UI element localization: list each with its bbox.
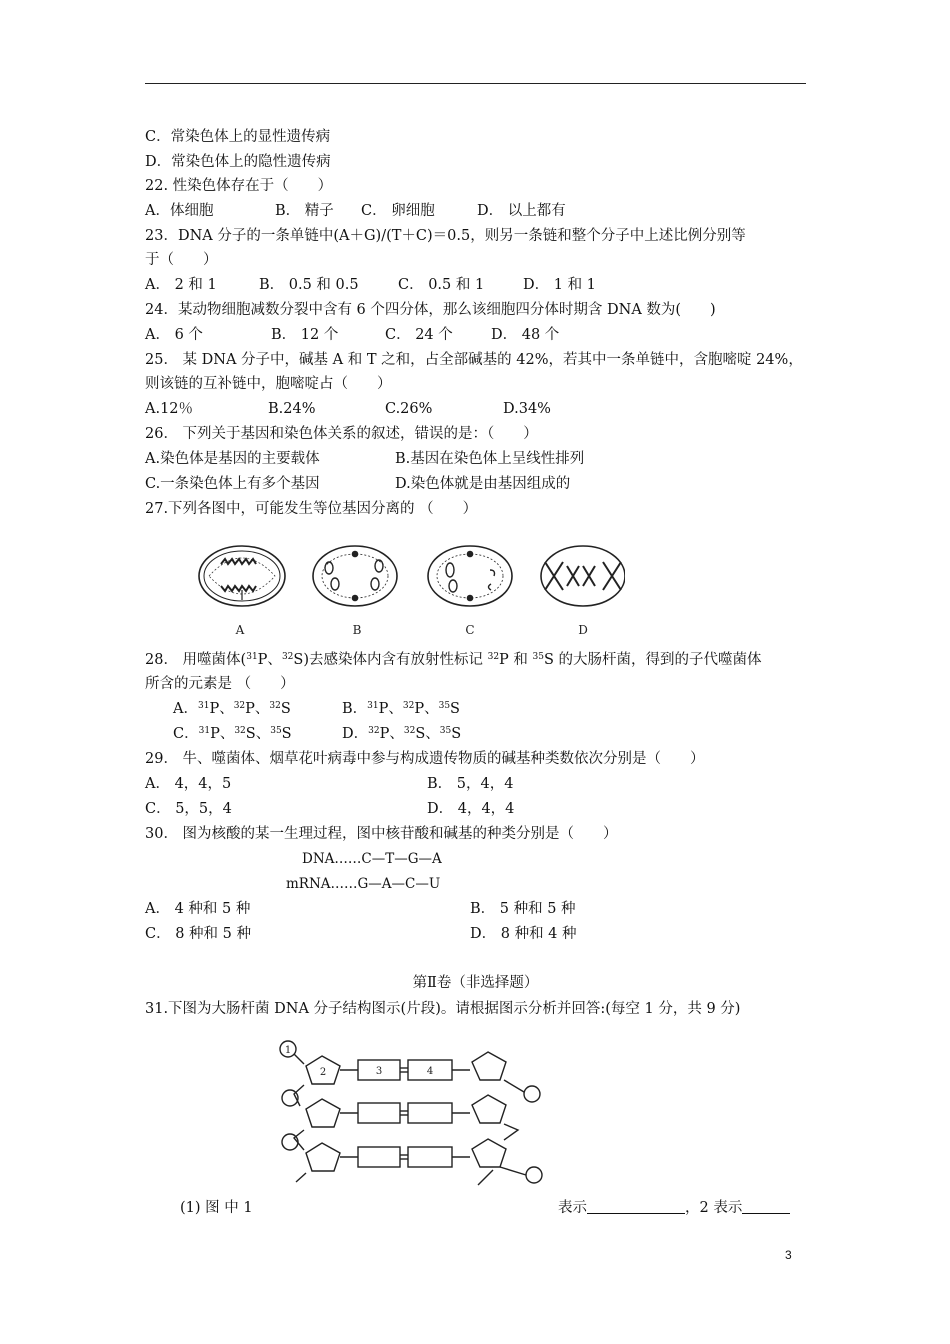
q22-option-a: A．体细胞 (145, 203, 214, 219)
q26-option-a: A.染色体是基因的主要载体 (145, 451, 320, 467)
q26-option-c: C.一条染色体上有多个基因 (145, 476, 320, 492)
page-number: 3 (785, 1248, 792, 1262)
cell-label-b: B (352, 623, 362, 637)
q30-dna-strand: DNA……C—T—G—A (302, 851, 442, 867)
q25-option-d: D.34% (503, 401, 551, 417)
cell-b (313, 546, 397, 606)
q22-option-b: B． 精子 (275, 203, 334, 219)
q23-option-c: C． 0.5 和 1 (398, 277, 485, 293)
cell-label-d: D (578, 623, 588, 637)
q30-mrna-strand: mRNA……G—A—C—U (286, 876, 441, 892)
q31-sub1-prefix: (1) 图 中 1 (180, 1200, 253, 1216)
section-title: 第Ⅱ卷（非选择题） (412, 975, 539, 991)
q30-option-c: C． 8 种和 5 种 (145, 926, 251, 942)
q23-option-b: B． 0.5 和 0.5 (259, 277, 359, 293)
q29-option-a: A． 4，4，5 (145, 776, 232, 792)
q23-option-a: A． 2 和 1 (145, 277, 217, 293)
q25-option-b: B.24% (268, 401, 316, 417)
q28-stem-line2: 所含的元素是 （ ） (145, 676, 295, 692)
q29-option-b: B． 5，4，4 (427, 776, 514, 792)
cell-c (428, 546, 512, 606)
q29-option-c: C． 5，5，4 (145, 801, 232, 817)
header-rule (145, 83, 806, 84)
q29-stem: 29． 牛、噬菌体、烟草花叶病毒中参与构成遗传物质的碱基种类数依次分别是（ ） (145, 751, 705, 767)
q30-option-d: D． 8 种和 4 种 (470, 926, 577, 942)
q22-option-d: D． 以上都有 (477, 203, 566, 219)
cell-label-c: C (465, 623, 475, 637)
q23-option-d: D． 1 和 1 (523, 277, 596, 293)
cell-a (199, 546, 285, 606)
q31-stem: 31.下图为大肠杆菌 DNA 分子结构图示(片段)。请根据图示分析并回答:(每空 1 分，共 9 分) (145, 1001, 741, 1017)
q25-stem-line2: 则该链的互补链中，胞嘧啶占（ ） (145, 376, 392, 392)
q22-stem: 22. 性染色体存在于（ ） (145, 178, 333, 194)
q25-option-a: A.12％ (145, 401, 194, 417)
q28-option-b: B．$^{31}$P、$^{32}$P、$^{35}$S (342, 701, 460, 717)
q28-option-d: D．$^{32}$P、$^{32}$S、$^{35}$S (342, 726, 462, 742)
q28-stem-line1: 28． 用噬菌体($^{31}$P、$^{32}$S)去感染体内含有放射性标记 $^{32}$P 和 $^{35}$S 的大肠杆菌，得到的子代噬菌体 (145, 652, 762, 668)
q24-option-d: D． 48 个 (491, 327, 560, 343)
q21-option-d: D．常染色体上的隐性遗传病 (145, 154, 331, 170)
fig-label-2: 2 (319, 1067, 327, 1078)
q24-option-c: C． 24 个 (385, 327, 453, 343)
q28-option-c: C．$^{31}$P、$^{32}$S、$^{35}$S (173, 726, 292, 742)
q30-stem: 30． 图为核酸的某一生理过程，图中核苷酸和碱基的种类分别是（ ） (145, 826, 618, 842)
q23-stem-line1: 23．DNA 分子的一条单链中(A＋G)/(T＋C)＝0.5，则另一条链和整个分子中上述比例分别等 (145, 228, 746, 244)
q24-option-a: A． 6 个 (145, 327, 203, 343)
q27-stem: 27.下列各图中，可能发生等位基因分离的 （ ） (145, 501, 478, 517)
q25-option-c: C.26% (385, 401, 433, 417)
q26-option-b: B.基因在染色体上呈线性排列 (395, 451, 585, 467)
cell-label-a: A (235, 623, 245, 637)
q28-option-a: A．$^{31}$P、$^{32}$P、$^{32}$S (173, 701, 291, 717)
fig-label-4: 4 (426, 1066, 434, 1077)
q26-stem: 26． 下列关于基因和染色体关系的叙述，错误的是：（ ） (145, 426, 538, 442)
dna-structure-figure (278, 1040, 548, 1190)
fig-label-3: 3 (375, 1066, 383, 1077)
cell-d (541, 546, 625, 606)
q30-option-b: B． 5 种和 5 种 (470, 901, 576, 917)
q22-option-c: C． 卵细胞 (361, 203, 435, 219)
answer-blank-2[interactable] (742, 1199, 790, 1214)
q29-option-d: D． 4，4，4 (427, 801, 515, 817)
q30-option-a: A． 4 种和 5 种 (145, 901, 251, 917)
cell-division-figure (195, 540, 625, 640)
q24-stem: 24．某动物细胞减数分裂中含有 6 个四分体，那么该细胞四分体时期含 DNA 数为( ) (145, 302, 716, 318)
q23-stem-line2: 于（ ） (145, 252, 218, 268)
answer-blank-1[interactable] (587, 1199, 685, 1214)
q31-sub1-answer-1: 表示 ，2 表示 (558, 1198, 790, 1218)
q21-option-c: C．常染色体上的显性遗传病 (145, 129, 331, 145)
q26-option-d: D.染色体就是由基因组成的 (395, 476, 571, 492)
q25-stem-line1: 25． 某 DNA 分子中，碱基 A 和 T 之和，占全部碱基的 42%，若其中一条单链中，含胞嘧啶 24%， (145, 352, 803, 368)
q24-option-b: B． 12 个 (271, 327, 339, 343)
fig-label-1: 1 (284, 1045, 292, 1056)
